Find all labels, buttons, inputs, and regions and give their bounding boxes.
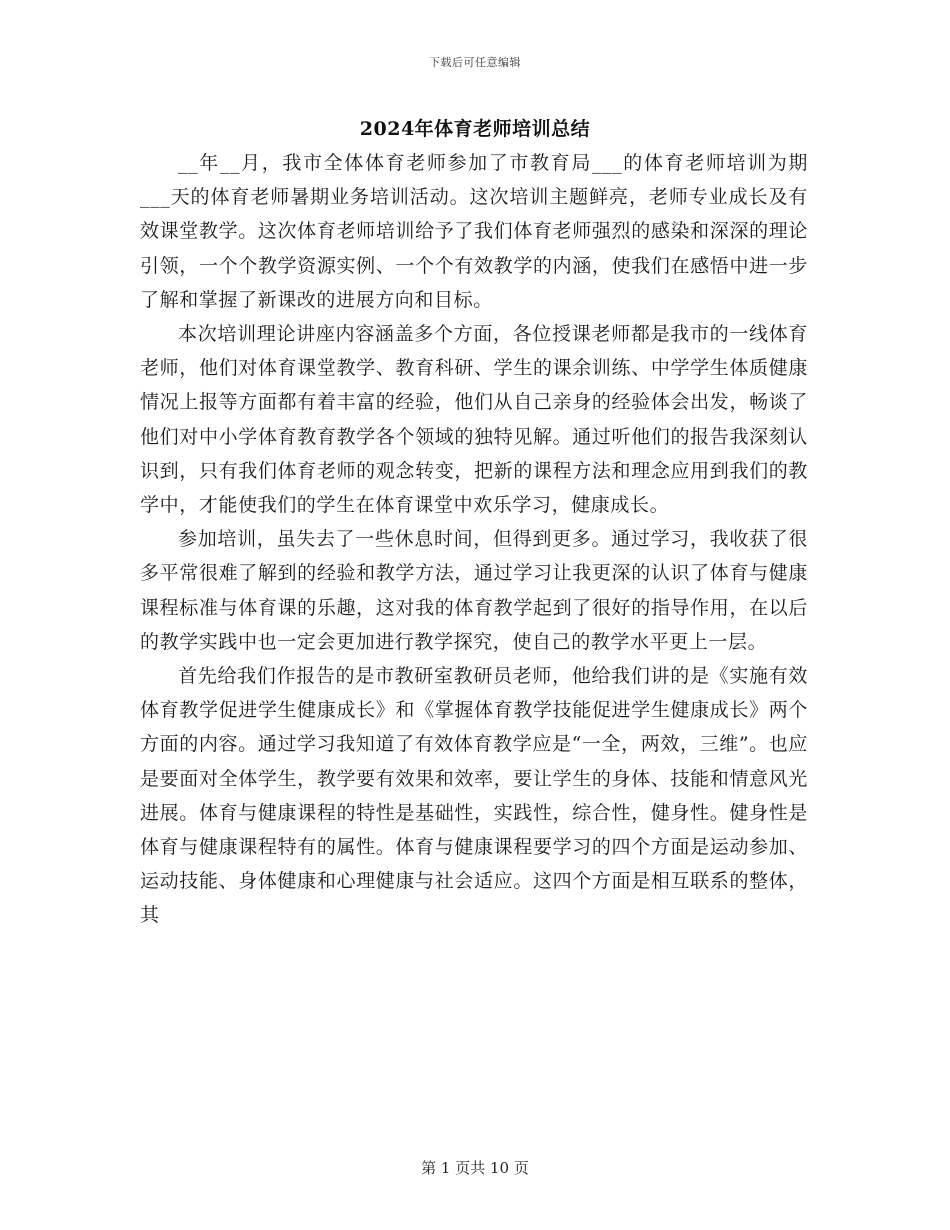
paragraph-2: 本次培训理论讲座内容涵盖多个方面，各位授课老师都是我市的一线体育老师，他们对体育课堂教学、教育科研、学生的课余训练、中学学生体质健康情况上报等方面都有着丰富的经验，他们从自己亲身的经验体会出发，畅谈了他们对中小学体育教育教学各个领域的独特见解。通过听他们的报告我深刻认识到，只有我们体育老师的观念转变，把新的课程方法和理念应用到我们的教学中，才能使我们的学生在体育课堂中欢乐学习，健康成长。 xyxy=(140,323,808,517)
paragraph-4: 首先给我们作报告的是市教研室教研员老师，他给我们讲的是《实施有效体育教学促进学生健康成长》和《掌握体育教学技能促进学生健康成长》两个方面的内容。通过学习我知道了有效体育教学应是“一全，两效，三维”。也应是要面对全体学生，教学要有效果和效率，要让学生的身体、技能和情意风光进展。体育与健康课程的特性是基础性，实践性，综合性，健身性。健身性是体育与健康课程特有的属性。体育与健康课程要学习的四个方面是运动参加、运动技能、身体健康和心理健康与社会适应。这四个方面是相互联系的整体，其 xyxy=(140,665,808,927)
paragraph-1: __年__月，我市全体体育老师参加了市教育局___的体育老师培训为期___天的体育老师暑期业务培训活动。这次培训主题鲜亮，老师专业成长及有效课堂教学。这次体育老师培训给予了我们体育老师强烈的感染和深深的理论引领，一个个教学资源实例、一个个有效教学的内涵，使我们在感悟中进一步了解和掌握了新课改的进展方向和目标。 xyxy=(140,152,808,311)
document-body xyxy=(140,146,808,933)
page-header-note: 下载后可任意编辑 xyxy=(429,56,521,69)
document-title: 2024年体育老师培训总结 xyxy=(359,118,591,140)
page-number: 第 1 页共 10 页 xyxy=(421,1159,529,1177)
paragraph-3: 参加培训，虽失去了一些休息时间，但得到更多。通过学习，我收获了很多平常很难了解到的经验和教学方法，通过学习让我更深的认识了体育与健康课程标准与体育课的乐趣，这对我的体育教学起到了很好的指导作用，在以后的教学实践中也一定会更加进行教学探究，使自己的教学水平更上一层。 xyxy=(140,528,808,653)
